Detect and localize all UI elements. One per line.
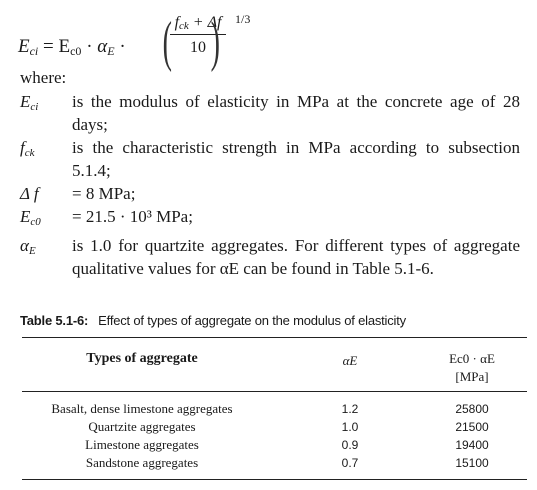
table-cell: 21500 bbox=[455, 420, 489, 434]
table-cell: Sandstone aggregates bbox=[85, 455, 199, 470]
table-cell: Basalt, dense limestone aggregates bbox=[51, 401, 233, 416]
table-header-alpha: αE bbox=[342, 353, 358, 368]
definition-ec0 bbox=[20, 205, 520, 234]
table-cell: Limestone aggregates bbox=[85, 437, 199, 452]
definition-symbol: $E_{c0}$ bbox=[20, 207, 41, 228]
where-label: where: bbox=[20, 68, 67, 87]
aggregate-table bbox=[22, 337, 527, 480]
definition-symbol: Δ f bbox=[20, 184, 39, 203]
definition-symbol: $E_{ci}$ bbox=[20, 92, 39, 113]
definition-alpha-e bbox=[20, 234, 520, 280]
definition-symbol: $f_{ck}$ bbox=[20, 138, 35, 159]
equation-lhs: $E_{ci} = E_{c0} \cdot \alpha_E$ · bbox=[18, 36, 126, 58]
table-header-types: Types of aggregate bbox=[86, 351, 198, 366]
table-cell: Quartzite aggregates bbox=[88, 419, 196, 434]
table-header-divider bbox=[22, 391, 527, 392]
table-cell: 1.0 bbox=[341, 420, 359, 434]
definition-fck bbox=[20, 136, 520, 182]
definition-text: is 1.0 for quartzite aggregates. For different types of aggregate qualitative values for αE can be found in Table 5.1-6. bbox=[72, 236, 520, 278]
fraction-numerator: $f_{ck} + \Delta f$ bbox=[170, 14, 226, 35]
table-column-alpha bbox=[305, 400, 395, 472]
definition-text: is the characteristic strength in MPa according to subsection 5.1.4; bbox=[72, 138, 520, 180]
definitions-list bbox=[20, 90, 520, 280]
definition-text: is the modulus of elasticity in MPa at the concrete age of 28 days; bbox=[72, 92, 520, 134]
fraction-denominator: 10 bbox=[190, 39, 206, 56]
table-cell: 15100 bbox=[455, 456, 489, 470]
table-caption: Table 5.1-6: Effect of types of aggregate on the modulus of elasticity bbox=[20, 313, 406, 328]
table-cell: 1.2 bbox=[341, 402, 359, 416]
table-cell: 0.9 bbox=[341, 438, 359, 452]
table-header-ec0-alpha: Ec0 · αE [MPa] bbox=[449, 351, 495, 384]
definition-symbol: $\alpha_E$ bbox=[20, 236, 36, 257]
left-parenthesis: ( bbox=[162, 11, 172, 73]
table-cell: 19400 bbox=[455, 438, 489, 452]
definition-text: = 8 MPa; bbox=[72, 184, 136, 203]
right-parenthesis: ) bbox=[210, 11, 220, 73]
table-cell: 0.7 bbox=[341, 456, 359, 470]
table-column-types bbox=[22, 400, 262, 472]
definition-delta-f bbox=[20, 182, 520, 205]
definition-eci bbox=[20, 90, 520, 136]
definition-text: = 21.5 · 10³ MPa; bbox=[72, 207, 193, 226]
table-column-ec0-alpha bbox=[417, 400, 527, 472]
exponent: 1/3 bbox=[235, 12, 251, 26]
table-cell: 25800 bbox=[455, 402, 489, 416]
